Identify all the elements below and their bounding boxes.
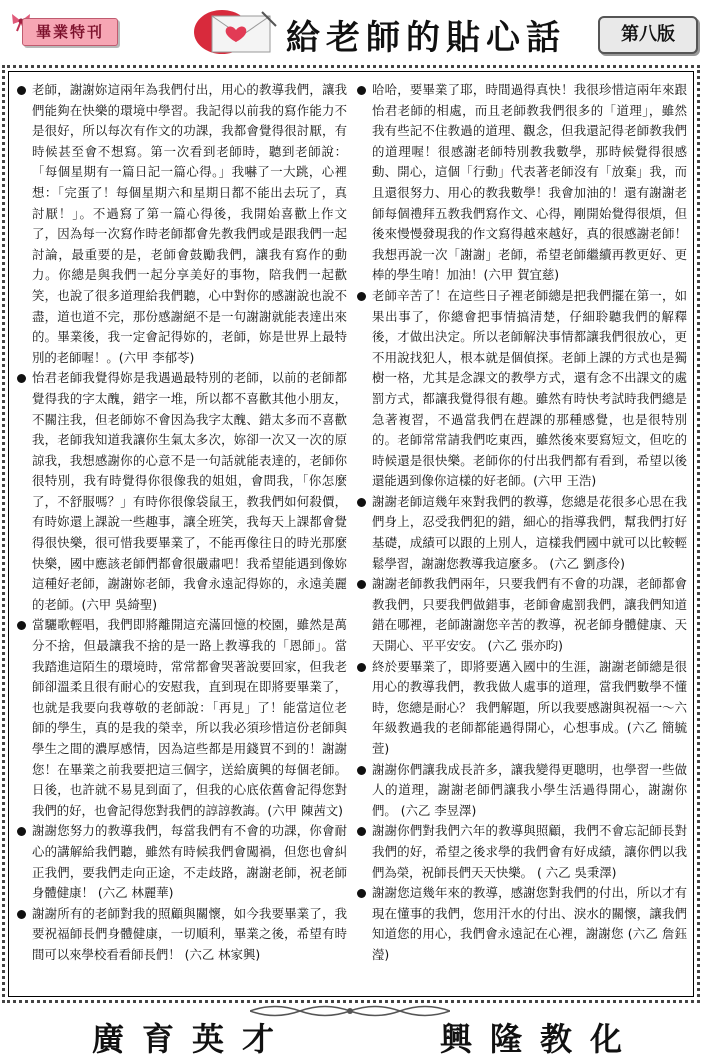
bullet-icon: [17, 86, 26, 95]
content-frame: [8, 71, 694, 997]
edition-badge: 第八版: [598, 16, 698, 54]
message-text: 謝謝老師教我們兩年，只要我們有不會的功課，老師都會教我們，只要我們做錯事，老師會處罰我們，讓我們知道錯在哪裡，老師謝謝您辛苦的教導，祝老師身體健康、天天開心、平平安安。 (六乙 張亦昀): [372, 576, 687, 654]
message-text: 終於要畢業了，即將要邁入國中的生涯，謝謝老師總是很用心的教導我們，教我做人處事的道理，當我們數學不懂時，您總是耐心？ 我們解題，所以我要感謝與祝福一～六年級教過我的老師都能過得開心，心想事成。(六乙 簡毓萱): [372, 658, 687, 756]
section-banner: [10, 10, 120, 50]
message-item: [357, 80, 687, 286]
bullet-icon: [17, 827, 26, 836]
message-text: 當驪歌輕唱，我們即將離開這充滿回憶的校園，雖然是萬分不捨，但最讓我不捨的是一路上教導我的「恩師」。當我踏進這陌生的環境時，常常都會哭著說要回家，但我老師卻溫柔且很有耐心的安慰我，直到現在即將要畢業了，也就是我要向我尊敬的老師說：「再見」了！能當這位老師的學生，真的是我的榮幸，所以我必須珍惜這份老師與學生之間的濃厚感情，因為這些都是用錢買不到的！謝謝您！在畢業之前我要把這三個字，送給廣興的每個老師。日後，也許就不易見到面了，但我的心底依舊會記得您對我們的好，也會記得您對我們的諄諄教誨。(六甲 陳茜文): [32, 617, 347, 818]
message-text: 老師，謝謝妳這兩年為我們付出，用心的教導我們，讓我們能夠在快樂的環境中學習。我記得以前我的寫作能力不是很好，所以每次有作文的功課，我都會覺得很討厭，有時候甚至會不想寫。第一次看到老師時，聽到老師說：「每個星期有一篇日記一篇心得。」我嚇了一大跳，心裡想：「完蛋了！每個星期六和星期日都不能出去玩了，真討厭！」。不過寫了第一篇心得後，我開始喜歡上作文了，因為每一次寫作時老師都會先教我們或是跟我們一起討論，最重要的是，老師會鼓勵我們，讓我有寫作的動力。你總是與我們一起分享美好的事物，陪我們一起歡笑，也說了很多道理給我們聽，心中對你的感謝說也說不盡，道也道不完，那份感謝絕不是一句謝謝就能表達出來的。畢業後，我一定會記得妳的，老師，妳是世界上最特別的老師喔！。(六甲 李郁苓): [32, 82, 347, 365]
title-block: [192, 4, 566, 60]
message-item: [17, 904, 347, 966]
message-text: 謝謝所有的老師對我的照顧與關懷，如今我要畢業了，我要祝福師長們身體健康，一切順利，畢業之後，希望有時間可以來學校看看師長們！ (六乙 林家興): [32, 905, 347, 962]
bullet-icon: [357, 663, 366, 672]
message-text: 謝謝您努力的教導我們，每當我們有不會的功課，你會耐 心的講解給我們聽，雖然有時候我們會闖禍，但您也會糾正我們，要我們走向正途，不走歧路，謝謝老師，祝老師身體健康！ (六乙 林麗華): [32, 823, 347, 901]
left-column: [17, 80, 347, 966]
bullet-icon: [357, 889, 366, 898]
message-item: [17, 368, 347, 615]
message-item: [357, 821, 687, 883]
message-item: [357, 574, 687, 656]
message-item: [17, 80, 347, 368]
message-item: [357, 492, 687, 574]
motto-right: 興隆教化: [440, 1020, 641, 1058]
message-text: 哈哈，要畢業了耶，時間過得真快！我很珍惜這兩年來跟怡君老師的相處，而且老師教我們很多的「道理」，雖然我有些記不住教過的道理、觀念，但我還記得老師教我們的道理喔！很感謝老師特別教我數學，那時候覺得很感動、開心，這個「行動」代表著老師沒有「放棄」我，而且還很努力、用心的教我數學！我會加油的！還有謝謝老師每個禮拜五教我們寫作文、心得，剛開始覺得很煩，但後來慢慢發現我的作文寫得越來越好，真的很感謝老師！我想再說一次「謝謝」老師，希望老師繼續再教更好、更棒的學生唷！加油！(六甲 賀宜慈): [372, 82, 687, 283]
bullet-icon: [357, 580, 366, 589]
bullet-icon: [357, 498, 366, 507]
message-text: 謝謝老師這幾年來對我們的教導，您總是花很多心思在我們身上，忍受我們犯的錯，細心的指導我們，幫我們打好基礎，成績可以跟的上別人，這樣我們國中就可以比較輕鬆學習，謝謝您教導我這麼多。 (六乙 劉彥伶): [372, 493, 687, 571]
bullet-icon: [17, 621, 26, 630]
message-text: 怡君老師我覺得妳是我遇過最特別的老師，以前的老師都覺得我的字太醜，錯字一堆，所以都不喜歡其他小朋友，不關注我，但老師妳不會因為我字太醜、錯太多而不喜歡我，老師我知道我讓你生氣太多次，妳卻一次又一次的原諒我，我想感謝你的心意不是一句話就能表達的，老師你很特別，我有時覺得你很像我的姐姐，會問我，「你怎麼了，不舒服嗎？」有時你很像袋鼠王，教我們如何殺價，有時妳還上課說一些趣事，讓全班笑，我每天上課都會覺得很快樂，很可惜我要畢業了，不能再像往日的時光那麼快樂，國中應該老師們都會很嚴肅吧！我希望能遇到像妳這種好老師，謝謝妳老師，我會永遠記得妳的，永遠美麗的老師。(六甲 吳綺聖): [32, 370, 347, 612]
message-text: 謝謝你們讓我成長許多，讓我變得更聰明，也學習一些做人的道理，謝謝老師們讓我小學生活過得開心，謝謝你們。 (六乙 李昱澤): [372, 761, 687, 818]
envelope-heart-icon: [192, 6, 280, 58]
message-text: 謝謝您這幾年來的教導，感謝您對我們的付出，所以才有現在懂事的我們，您用汗水的付出、淚水的關懷，讓我們知道您的用心，我們會永遠記在心裡，謝謝您 (六乙 詹鈺瀅): [372, 885, 687, 962]
bullet-icon: [17, 910, 26, 919]
message-item: [357, 286, 687, 492]
bullet-icon: [357, 86, 366, 95]
bullet-icon: [357, 827, 366, 836]
motto-left: 廣育英才: [92, 1020, 293, 1058]
message-text: 謝謝你們對我們六年的教導與照顧，我們不會忘記師長對我們的好，希望之後求學的我們會有好成績，讓你們以我們為榮，祝師長們天天快樂。 ( 六乙 吳秉澤): [372, 823, 687, 880]
message-item: [357, 657, 687, 760]
message-item: [17, 821, 347, 903]
section-tag: 畢業特刊: [22, 18, 118, 46]
right-column: [357, 80, 687, 966]
page-title: 給老師的貼心話: [286, 18, 566, 58]
bullet-icon: [357, 292, 366, 301]
message-item: [17, 615, 347, 821]
page-header: [0, 0, 701, 68]
message-item: [357, 883, 687, 965]
bullet-icon: [17, 374, 26, 383]
message-item: [357, 760, 687, 822]
page-footer: [0, 1000, 701, 1058]
bullet-icon: [357, 766, 366, 775]
message-text: 老師辛苦了！在這些日子裡老師總是把我們擺在第一，如果出事了，你總會把事情搞清楚，仔細聆聽我們的解釋後，才做出決定。所以老師解決事情都讓我們很放心，更不用說找犯人，根本就是個偵探。老師上課的方式也是獨樹一格，尤其是念課文的教學方式，還有念不出課文的處罰方式，都讓我覺得很有趣。雖然有時快考試時我們總是急著複習，不過當我們在趕課的那種感覺，也是很特別的。老師常常請我們吃東西，雖然後來要寫短文，但吃的時候還是很快樂。老師你的付出我們都有看到，希望以後還能遇到像你這樣的好老師。(六甲 王浩): [372, 287, 687, 489]
